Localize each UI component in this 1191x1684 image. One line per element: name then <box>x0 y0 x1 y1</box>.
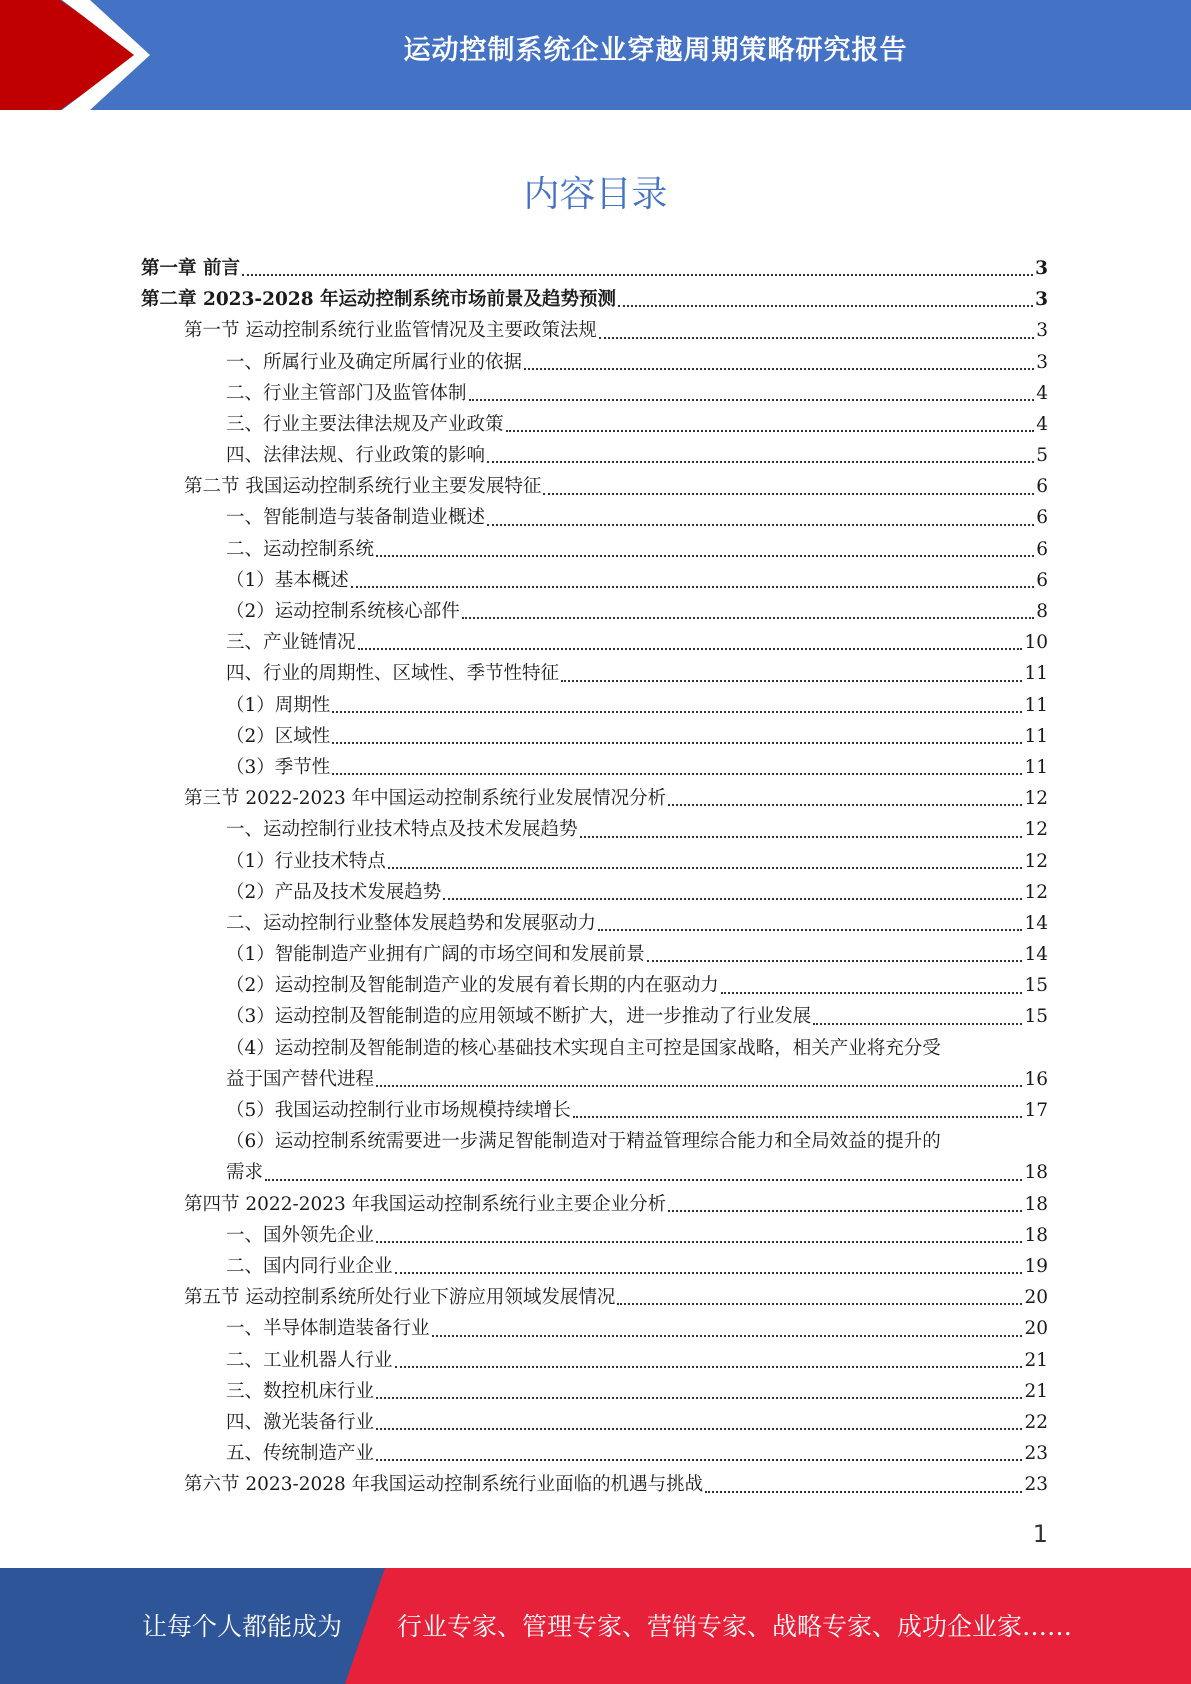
toc-entry-text: 一、国外领先企业 <box>226 1224 375 1246</box>
toc-entry-text: 第六节 2023-2028 年我国运动控制系统行业面临的机遇与挑战 <box>184 1474 704 1496</box>
toc-page-number: 15 <box>1024 975 1048 997</box>
toc-page-number: 18 <box>1024 1224 1048 1246</box>
dot-leader <box>618 305 1033 307</box>
dot-leader <box>561 680 1022 682</box>
toc-entry[interactable] <box>141 877 1048 908</box>
toc-entry-text: （1）行业技术特点 <box>226 850 386 872</box>
toc-entry-text: 三、行业主要法律法规及产业政策 <box>226 413 504 435</box>
dot-leader <box>573 1116 1023 1118</box>
toc-entry[interactable] <box>141 1438 1048 1469</box>
dot-leader <box>543 493 1034 495</box>
dot-leader <box>580 836 1023 838</box>
toc-entry-text: 第二节 我国运动控制系统行业主要发展特征 <box>184 476 542 498</box>
dot-leader <box>599 337 1034 339</box>
dot-leader <box>524 368 1034 370</box>
toc-entry[interactable] <box>141 378 1048 409</box>
toc-entry[interactable] <box>141 627 1048 658</box>
toc-entry-text: 第五节 运动控制系统所处行业下游应用领域发展情况 <box>184 1287 616 1309</box>
toc-entry[interactable] <box>141 1220 1048 1251</box>
toc-entry-text: 四、法律法规、行业政策的影响 <box>226 445 486 467</box>
toc-entry[interactable] <box>141 1033 1048 1095</box>
footer-slogan-right: 行业专家、管理专家、营销专家、战略专家、成功企业家…… <box>397 1612 1073 1641</box>
toc-entry[interactable] <box>141 1469 1048 1500</box>
toc-entry[interactable] <box>141 253 1048 284</box>
toc-page-number: 20 <box>1024 1318 1048 1340</box>
toc-entry[interactable] <box>141 1126 1048 1188</box>
toc-entry-text: 第一章 前言 <box>141 257 240 279</box>
toc-entry-text: 二、行业主管部门及监管体制 <box>226 382 467 404</box>
footer-band <box>0 1568 1191 1684</box>
toc-entry-continuation <box>226 1064 1048 1095</box>
toc-entry[interactable] <box>141 1313 1048 1344</box>
toc-entry-text: 第二章 2023-2028 年运动控制系统市场前景及趋势预测 <box>141 289 617 311</box>
dot-leader <box>617 1303 1022 1305</box>
toc-entry[interactable] <box>141 1407 1048 1438</box>
toc-entry[interactable] <box>141 1376 1048 1407</box>
toc-entry-text: （1）基本概述 <box>226 569 349 591</box>
toc-page-number: 11 <box>1024 756 1048 778</box>
dot-leader <box>469 399 1035 401</box>
toc-entry[interactable] <box>141 814 1048 845</box>
toc-entry[interactable] <box>141 409 1048 440</box>
toc-entry-text: （3）运动控制及智能制造的应用领域不断扩大，进一步推动了行业发展 <box>226 1006 812 1028</box>
dot-leader <box>462 617 1034 619</box>
toc-entry[interactable] <box>141 1095 1048 1126</box>
toc-entry-text: （6）运动控制系统需要进一步满足智能制造对于精益管理综合能力和全局效益的提升的 <box>226 1131 941 1153</box>
dot-leader <box>395 1366 1023 1368</box>
toc-entry[interactable] <box>141 1345 1048 1376</box>
toc-page-number: 3 <box>1035 257 1048 279</box>
toc-page-number: 14 <box>1024 912 1048 934</box>
toc-page-number: 17 <box>1024 1100 1048 1122</box>
dot-leader <box>376 1397 1022 1399</box>
toc-page-number: 18 <box>1024 1193 1048 1215</box>
toc-entry[interactable] <box>141 658 1048 689</box>
toc-entry-text: （3）季节性 <box>226 756 331 778</box>
dot-leader <box>376 1459 1022 1461</box>
dot-leader <box>332 773 1022 775</box>
toc-entry[interactable] <box>141 284 1048 315</box>
toc-entry[interactable] <box>141 347 1048 378</box>
toc-entry[interactable] <box>141 721 1048 752</box>
toc-page-number: 16 <box>1024 1068 1048 1090</box>
toc-page-number: 14 <box>1024 944 1048 966</box>
toc-entry-text: 五、传统制造产业 <box>226 1443 375 1465</box>
toc-entry[interactable] <box>141 908 1048 939</box>
toc-page-number: 6 <box>1036 538 1048 560</box>
toc-entry-text: （5）我国运动控制行业市场规模持续增长 <box>226 1100 571 1122</box>
toc-entry[interactable] <box>141 503 1048 534</box>
dot-leader <box>351 586 1034 588</box>
toc-entry-text: （1）智能制造产业拥有广阔的市场空间和发展前景 <box>226 944 645 966</box>
toc-page-number: 23 <box>1024 1474 1048 1496</box>
toc-page-number: 4 <box>1036 382 1048 404</box>
dot-leader <box>668 804 1022 806</box>
toc-entry-text: 一、半导体制造装备行业 <box>226 1318 430 1340</box>
toc-entry[interactable] <box>141 471 1048 502</box>
toc-entry-text: 二、运动控制行业整体发展趋势和发展驱动力 <box>226 912 597 934</box>
table-of-contents <box>141 253 1048 1501</box>
toc-entry[interactable] <box>141 1251 1048 1282</box>
dot-leader <box>443 898 1022 900</box>
toc-entry-text: （2）运动控制及智能制造产业的发展有着长期的内在驱动力 <box>226 975 719 997</box>
toc-page-number: 3 <box>1036 351 1048 373</box>
toc-page-number: 12 <box>1024 850 1048 872</box>
footer-slogan-left: 让每个人都能成为 <box>142 1612 343 1641</box>
dot-leader <box>376 555 1034 557</box>
toc-entry-text: 二、国内同行业企业 <box>226 1255 393 1277</box>
dot-leader <box>242 274 1033 276</box>
toc-entry[interactable] <box>141 1282 1048 1313</box>
toc-page-number: 22 <box>1024 1411 1048 1433</box>
toc-page-number: 3 <box>1035 289 1048 311</box>
toc-page-number: 15 <box>1024 1006 1048 1028</box>
toc-entry-text-continued: 益于国产替代进程 <box>226 1068 375 1090</box>
toc-page-number: 4 <box>1036 413 1048 435</box>
dot-leader <box>265 1179 1022 1181</box>
toc-page-number: 21 <box>1024 1349 1048 1371</box>
dot-leader <box>705 1491 1022 1493</box>
toc-page-number: 18 <box>1024 1162 1048 1184</box>
dot-leader <box>598 929 1022 931</box>
dot-leader <box>432 1335 1023 1337</box>
toc-entry-text-continued: 需求 <box>226 1162 264 1184</box>
toc-entry-text: 二、工业机器人行业 <box>226 1349 393 1371</box>
dot-leader <box>332 742 1022 744</box>
toc-page-number: 12 <box>1024 819 1048 841</box>
toc-entry-text: 三、产业链情况 <box>226 632 356 654</box>
dot-leader <box>376 1241 1022 1243</box>
toc-entry-text: 第一节 运动控制系统行业监管情况及主要政策法规 <box>184 320 597 342</box>
dot-leader <box>487 524 1034 526</box>
header-band <box>0 0 1191 110</box>
dot-leader <box>376 1428 1022 1430</box>
toc-entry-text: 四、行业的周期性、区域性、季节性特征 <box>226 663 560 685</box>
toc-entry-text: （4）运动控制及智能制造的核心基础技术实现自主可控是国家战略，相关产业将充分受 <box>226 1037 941 1059</box>
toc-page-number: 10 <box>1024 632 1048 654</box>
toc-page-number: 23 <box>1024 1443 1048 1465</box>
toc-entry[interactable] <box>141 596 1048 627</box>
dot-leader <box>332 711 1022 713</box>
toc-page-number: 11 <box>1024 694 1048 716</box>
toc-entry-text: 一、智能制造与装备制造业概述 <box>226 507 486 529</box>
toc-entry[interactable] <box>141 440 1048 471</box>
toc-entry-text: （2）运动控制系统核心部件 <box>226 601 460 623</box>
toc-entry-text: （1）周期性 <box>226 694 331 716</box>
toc-title: 内容目录 <box>523 174 668 215</box>
toc-entry-text: 第三节 2022-2023 年中国运动控制系统行业发展情况分析 <box>184 788 667 810</box>
dot-leader <box>647 960 1023 962</box>
toc-page-number: 6 <box>1036 507 1048 529</box>
toc-entry[interactable] <box>141 315 1048 346</box>
dot-leader <box>376 1085 1022 1087</box>
toc-entry[interactable] <box>141 939 1048 970</box>
toc-entry[interactable] <box>141 783 1048 814</box>
toc-entry[interactable] <box>141 690 1048 721</box>
toc-entry[interactable] <box>141 970 1048 1001</box>
toc-page-number: 3 <box>1036 320 1048 342</box>
dot-leader <box>668 1210 1022 1212</box>
dot-leader <box>813 1023 1022 1025</box>
dot-leader <box>506 430 1035 432</box>
toc-page-number: 21 <box>1024 1380 1048 1402</box>
toc-page-number: 11 <box>1024 725 1048 747</box>
header-title: 运动控制系统企业穿越周期策略研究报告 <box>403 35 908 66</box>
dot-leader <box>358 648 1023 650</box>
toc-entry-text: 三、数控机床行业 <box>226 1380 375 1402</box>
toc-page-number: 12 <box>1024 881 1048 903</box>
dot-leader <box>487 461 1034 463</box>
toc-page-number: 12 <box>1024 788 1048 810</box>
toc-entry[interactable] <box>141 1002 1048 1033</box>
toc-entry-text: 一、运动控制行业技术特点及技术发展趋势 <box>226 819 578 841</box>
toc-entry[interactable] <box>141 846 1048 877</box>
toc-entry-text: （2）产品及技术发展趋势 <box>226 881 442 903</box>
toc-entry-text: 第四节 2022-2023 年我国运动控制系统行业主要企业分析 <box>184 1193 667 1215</box>
toc-page-number: 6 <box>1036 569 1048 591</box>
dot-leader <box>388 867 1023 869</box>
toc-page-number: 11 <box>1024 663 1048 685</box>
toc-page-number: 8 <box>1036 601 1048 623</box>
dot-leader <box>721 992 1023 994</box>
toc-page-number: 6 <box>1036 476 1048 498</box>
toc-page-number: 5 <box>1036 445 1048 467</box>
toc-entry[interactable] <box>141 1189 1048 1220</box>
toc-entry[interactable] <box>141 534 1048 565</box>
toc-entry-text: 一、所属行业及确定所属行业的依据 <box>226 351 523 373</box>
toc-entry[interactable] <box>141 752 1048 783</box>
toc-entry-text: 二、运动控制系统 <box>226 538 375 560</box>
toc-page-number: 20 <box>1024 1287 1048 1309</box>
dot-leader <box>395 1272 1023 1274</box>
toc-entry-continuation <box>226 1157 1048 1188</box>
toc-entry[interactable] <box>141 565 1048 596</box>
toc-entry-text: （2）区域性 <box>226 725 331 747</box>
toc-page-number: 19 <box>1024 1255 1048 1277</box>
toc-entry-text: 四、激光装备行业 <box>226 1411 375 1433</box>
page-number: 1 <box>1032 1520 1048 1548</box>
